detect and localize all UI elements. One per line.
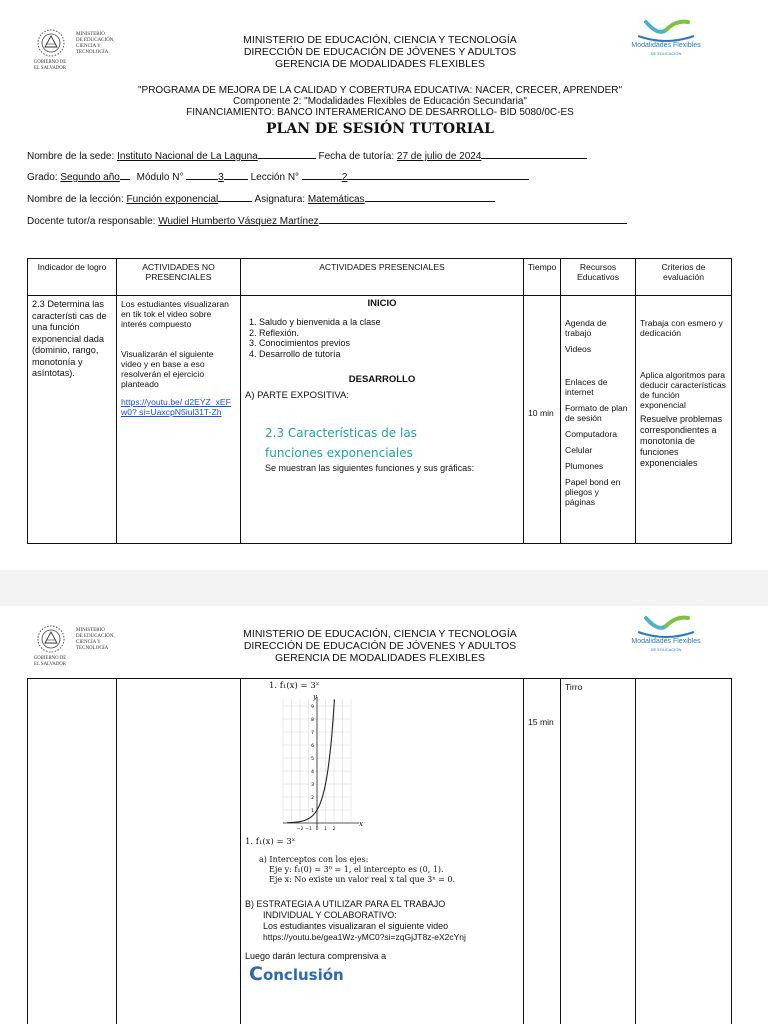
fecha-value: 27 de julio de 2024 (396, 151, 482, 162)
recurso-item: Enlaces de internet (565, 377, 608, 397)
no-presenciales-cell (117, 296, 241, 544)
modulo-label: Módulo N° (136, 172, 184, 183)
video-url[interactable]: https://youtu.be/gea1Wz-yMC0?si=zqGjJT8z-eX2cYnj (263, 932, 466, 942)
grado-value: Segundo año (60, 172, 120, 183)
national-seal-icon (36, 624, 66, 654)
embedded-slide-title: 2.3 Características de las funciones exponenciales (265, 426, 417, 460)
tiempo-cell: 10 min (524, 296, 561, 544)
recurso-item: Papel bond en pliegos y páginas (565, 477, 621, 507)
header-no-presenciales: ACTIVIDADES NO PRESENCIALES (117, 259, 241, 296)
y-tick-label: 6 (311, 744, 314, 749)
criterios-cell (636, 679, 732, 1024)
ministry-logo (30, 622, 140, 672)
eje-x-text: Eje x: No existe un valor real x tal que 3ˣ = 0. (269, 875, 456, 884)
y-tick-label: 2 (311, 796, 314, 801)
recursos-cell (561, 296, 636, 544)
criterio-item: Aplica algoritmos para deducir características de función exponencial (640, 370, 726, 410)
brand-name: Modalidades Flexibles (631, 42, 701, 49)
brand-subtitle: DE EDUCACIÓN (650, 51, 682, 56)
form-row-grado (27, 171, 529, 183)
x-tick-label: 0 (315, 827, 319, 831)
x-tick-label: 2 (332, 827, 336, 831)
national-seal-icon (36, 28, 66, 58)
y-tick-label: 3 (311, 783, 314, 788)
y-tick-label: 5 (311, 757, 314, 762)
recurso-item: Computadora (565, 429, 618, 439)
sede-value: Instituto Nacional de La Laguna (117, 151, 258, 162)
program-block (60, 85, 700, 118)
estrategia-block: B) ESTRATEGIA A UTILIZAR PARA EL TRABAJO INDIVIDUAL Y COLABORATIVO: Los estudiantes visualizaran el siguiente video https://youtu.be/gea1Wz-yMC0?si=zqGjJT8z-eX2cYnj (245, 899, 519, 943)
y-tick-label: 8 (311, 718, 314, 723)
x-tick-label: 1 (324, 827, 327, 831)
recurso-item: Plumones (565, 461, 604, 471)
list-item: 3. Conocimientos previos (259, 338, 519, 349)
eje-y-text: Eje y: f₁(0) = 3⁰ = 1, el intercepto es (0, 1). (269, 865, 444, 874)
function-label: 1. f₁(x) = 3ˣ (269, 681, 320, 691)
leccion-number-value: 2 (341, 172, 348, 183)
modalidades-flexibles-logo (618, 612, 714, 660)
page-separator (0, 570, 768, 606)
exponential-graph (275, 693, 365, 831)
table-header-row (28, 259, 732, 296)
no-presencial-activity-2: Visualizarán el siguiente video y en base a eso resolverán el ejercicio planteado (121, 349, 214, 389)
header-line-2: DIRECCIÓN DE EDUCACIÓN DE JÓVENES Y ADULTOS (243, 46, 517, 58)
function-label: 1. f₁(x) = 3ˣ (245, 837, 296, 847)
interceptos-heading: a) Interceptos con los ejes: (259, 855, 369, 864)
form-row-leccion (27, 193, 495, 205)
government-logo-text: GOBIERNO DE EL SALVADOR (33, 60, 67, 71)
desarrollo-heading: DESARROLLO (348, 374, 416, 385)
document-header (160, 628, 600, 664)
x-axis-label: x (359, 820, 363, 828)
brand-subtitle: DE EDUCACIÓN (650, 647, 682, 652)
ministry-logo-text: MINISTERIO DE EDUCACIÓN, CIENCIA Y TECNOLOGÍA (76, 32, 115, 55)
leccion-number-label: Lección N° (250, 172, 300, 183)
fecha-label: Fecha de tutoría: (318, 151, 395, 162)
header-recursos: Recursos Educativos (561, 259, 636, 296)
criterio-item: Trabaja con esmero y dedicación (640, 318, 723, 338)
program-name: "PROGRAMA DE MEJORA DE LA CALIDAD Y COBERTURA EDUCATIVA: NACER, CRECER, APRENDER" (137, 85, 623, 96)
x-tick-label: −1 (305, 827, 312, 831)
header-line-3: GERENCIA DE MODALIDADES FLEXIBLES (274, 58, 486, 70)
x-tick-label: −2 (296, 827, 304, 831)
plan-title: PLAN DE SESIÓN TUTORIAL (265, 121, 495, 137)
lectura-text: Luego darán lectura comprensiva a (245, 951, 387, 961)
form-row-sede (27, 150, 587, 162)
header-criterios: Criterios de evaluación (636, 259, 732, 296)
program-component: Componente 2: "Modalidades Flexibles de Educación Secundaria" (233, 96, 527, 107)
document-header (160, 34, 600, 70)
y-axis-label: y (313, 693, 317, 701)
birds-icon (618, 16, 714, 42)
inicio-list (259, 317, 519, 359)
modalidades-flexibles-logo (618, 16, 714, 64)
modulo-value: 3 (218, 172, 224, 183)
asignatura-value: Matemáticas (307, 194, 365, 205)
y-tick-label: 9 (311, 705, 314, 710)
session-plan-table-continued (27, 678, 732, 1024)
recurso-item: Celular (565, 445, 593, 455)
no-presencial-activity-1: Los estudiantes visualizaran en tik tok el video sobre interés compuesto (121, 299, 229, 329)
sede-label: Nombre de la sede: (27, 151, 115, 162)
indicador-cell (28, 679, 117, 1024)
y-tick-label: 7 (311, 731, 314, 736)
recursos-cell: Tirro (561, 679, 636, 1024)
document-page-2 (0, 606, 768, 1024)
y-tick-label: 1 (311, 809, 314, 814)
program-funding: FINANCIAMIENTO: BANCO INTERAMERICANO DE DESARROLLO- BID 5080/0C-ES (186, 107, 574, 118)
docente-value: Wudiel Humberto Vásquez Martínez (158, 216, 319, 227)
table-row (28, 679, 732, 1024)
session-plan-table (27, 258, 732, 544)
indicador-cell: 2.3 Determina las característi cas de una función exponencial dada (dominio, rango, monotonía y asíntotas). (28, 296, 117, 544)
list-item: 4. Desarrollo de tutoría (259, 349, 519, 360)
asignatura-label: Asignatura: (254, 194, 306, 205)
leccion-label: Nombre de la lección: (27, 194, 124, 205)
header-line-1: MINISTERIO DE EDUCACIÓN, CIENCIA Y TECNOLOGÍA (243, 34, 517, 46)
no-presenciales-cell (117, 679, 241, 1024)
tiempo-cell: 15 min (524, 679, 561, 1024)
presenciales-cell (241, 296, 524, 544)
video-link[interactable]: https://youtu.be/ d2EYZ_xEFw0? si=UaxcpN5iul31T-Zh (121, 397, 231, 417)
header-tiempo: Tiempo (524, 259, 561, 296)
brand-name: Modalidades Flexibles (631, 638, 701, 645)
functions-intro: Se muestran las siguientes funciones y sus gráficas: (265, 463, 475, 473)
header-presenciales: ACTIVIDADES PRESENCIALES (241, 259, 524, 296)
criterio-item: Resuelve problemas correspondientes a monotonía de funciones exponenciales (640, 414, 723, 468)
y-tick-label: 4 (311, 770, 314, 775)
parte-expositiva: A) PARTE EXPOSITIVA: (245, 390, 349, 401)
list-item: 2. Reflexión. (259, 328, 519, 339)
grado-label: Grado: (27, 172, 58, 183)
birds-icon (618, 612, 714, 638)
recurso-item: Formato de plan de sesión (565, 403, 628, 423)
header-indicador: Indicador de logro (28, 259, 117, 296)
docente-label: Docente tutor/a responsable: (27, 216, 156, 227)
recurso-item: Agenda de trabajo (565, 318, 607, 338)
form-row-docente (27, 215, 627, 227)
inicio-heading: INICIO (367, 298, 397, 309)
ministry-logo-text: MINISTERIO DE EDUCACIÓN, CIENCIA Y TECNOLOGÍA (76, 628, 115, 651)
list-item: 1. Saludo y bienvenida a la clase (259, 317, 519, 328)
presenciales-cell (241, 679, 524, 1024)
leccion-value: Función exponencial (126, 194, 219, 205)
table-row (28, 296, 732, 544)
header-line-2: DIRECCIÓN DE EDUCACIÓN DE JÓVENES Y ADULTOS (243, 640, 517, 652)
criterios-cell (636, 296, 732, 544)
header-line-3: GERENCIA DE MODALIDADES FLEXIBLES (274, 652, 486, 664)
conclusion-heading: Conclusión (249, 963, 344, 985)
recurso-item: Videos (565, 344, 592, 354)
header-line-1: MINISTERIO DE EDUCACIÓN, CIENCIA Y TECNOLOGÍA (243, 628, 517, 640)
government-logo-text: GOBIERNO DE EL SALVADOR (33, 656, 67, 667)
ministry-logo (30, 26, 140, 76)
